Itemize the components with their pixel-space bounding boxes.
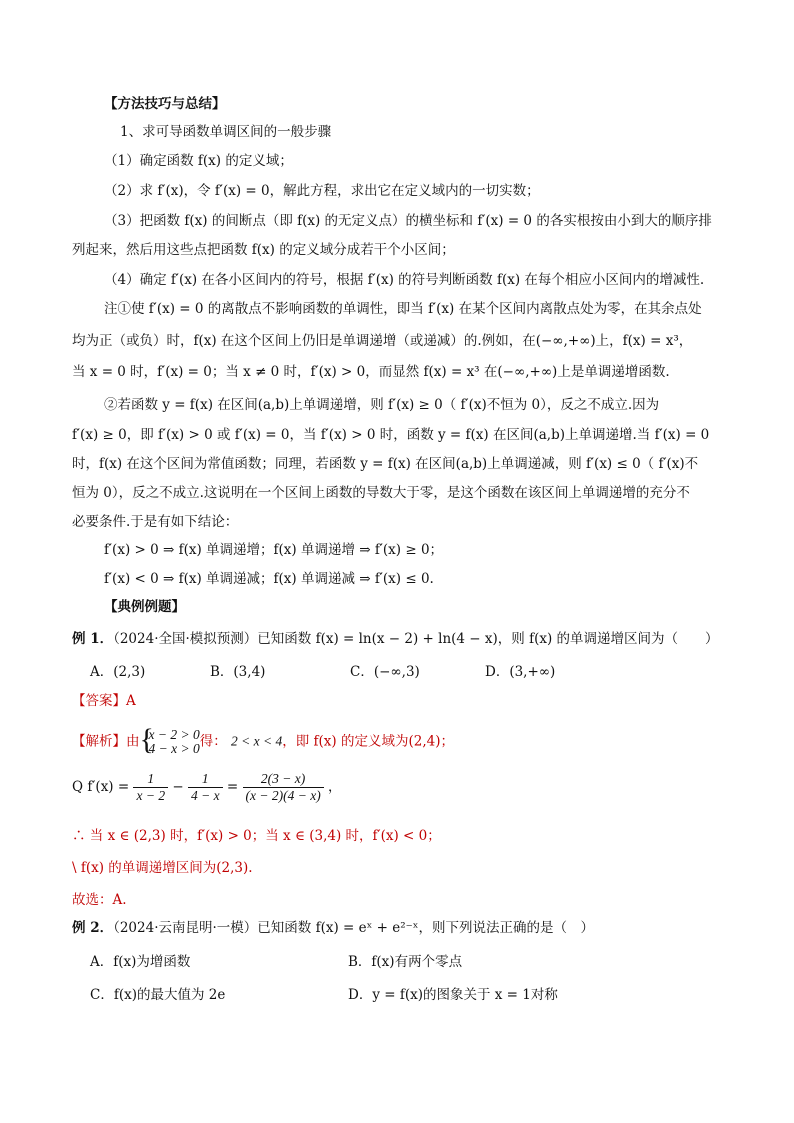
note-1-line-3: 当 x = 0 时，f′(x) = 0；当 x ≠ 0 时，f′(x) > 0，而显然 f(x) = x³ 在(−∞,+∞)上是单调递增函数. [72, 364, 670, 380]
equals-sign: = [226, 779, 239, 795]
analysis-by: 由 [126, 733, 140, 750]
analysis-get: 得： [199, 733, 227, 750]
example-1-stem: （2024·全国·模拟预测）已知函数 f(x) = ln(x − 2) + ln(4 − x)，则 f(x) 的单调递增区间为（ ） [113, 631, 719, 647]
example-2-option-c: C．f(x)的最大值为 2e [90, 987, 226, 1003]
fraction-1-numerator: 1 [133, 771, 168, 788]
example-1-option-d: D．(3,+∞) [485, 664, 556, 680]
fraction-3 [243, 771, 324, 804]
example-1-question [72, 629, 719, 649]
system-row-1: x − 2 > 0 [148, 727, 200, 742]
fraction-1 [133, 771, 168, 804]
answer-tag: 【答案】 [72, 693, 126, 709]
example-2-option-b: B．f(x)有两个零点 [348, 954, 463, 970]
example-1-analysis-line-3: ∴ 当 x ∈ (2,3) 时，f′(x) > 0；当 x ∈ (3,4) 时，f′(x) < 0； [72, 828, 441, 844]
step-4: （4）确定 f′(x) 在各小区间内的符号，根据 f′(x) 的符号判断函数 f(x) 在每个相应小区间内的增减性. [104, 272, 705, 288]
fraction-2-denominator: 4 − x [190, 788, 220, 803]
fraction-3-numerator: 2(3 − x) [243, 771, 324, 788]
system-row-2: 4 − x > 0 [148, 741, 200, 756]
domain-inequality: 2 < x < 4 [231, 733, 283, 749]
example-1-option-c: C．(−∞,3) [350, 664, 420, 680]
example-1-choice: 故选：A. [72, 892, 127, 908]
minus-sign: − [172, 779, 184, 795]
example-1-label: 例 1． [72, 631, 114, 647]
example-1-option-a: A．(2,3) [90, 664, 146, 680]
fraction-1-denominator: x − 2 [136, 788, 166, 803]
fraction-2 [188, 771, 223, 804]
method-title: 1、求可导函数单调区间的一般步骤 [120, 124, 332, 140]
note-2-line-4: 恒为 0），反之不成立.这说明在一个区间上函数的导数大于零，是这个函数在该区间上单调递增的充分不 [72, 485, 690, 501]
step-3-line-1: （3）把函数 f(x) 的间断点（即 f(x) 的无定义点）的横坐标和 f′(x) = 0 的各实根按由小到大的顺序排 [104, 213, 712, 229]
note-2-line-5: 必要条件.于是有如下结论： [72, 514, 239, 530]
conclusion-1: f′(x) > 0 ⇒ f(x) 单调递增；f(x) 单调递增 ⇒ f′(x) ≥ 0； [104, 542, 444, 558]
example-2-option-d: D．y = f(x)的图象关于 x = 1对称 [348, 987, 558, 1003]
step-1: （1）确定函数 f(x) 的定义域； [104, 153, 293, 169]
conclusion-2: f′(x) < 0 ⇒ f(x) 单调递减；f(x) 单调递减 ⇒ f′(x) ≤ 0. [104, 571, 434, 587]
example-1-analysis-line-1 [72, 723, 454, 756]
example-1-answer [72, 691, 136, 711]
domain-result: ，即 f(x) 的定义域为(2,4)； [282, 733, 454, 750]
note-2-line-1: ②若函数 y = f(x) 在区间(a,b)上单调递增，则 f′(x) ≥ 0（ f′(x)不恒为 0），反之不成立.因为 [104, 397, 660, 413]
example-2-label: 例 2． [72, 920, 114, 936]
section-heading: 【方法技巧与总结】 [104, 96, 226, 112]
note-2-line-2: f′(x) ≥ 0，即 f′(x) > 0 或 f′(x) = 0，当 f′(x) > 0 时，函数 y = f(x) 在区间(a,b)上单调递增.当 f′(x) = 0 [72, 427, 710, 443]
answer-value: A [126, 693, 136, 709]
step-3-line-2: 列起来，然后用这些点把函数 f(x) 的定义域分成若干个小区间； [72, 242, 455, 258]
note-1-line-2: 均为正（或负）时，f(x) 在这个区间上仍旧是单调递增（或递减）的.例如，在(−∞,+∞)上，f(x) = x³， [72, 333, 693, 349]
example-2-option-a: A．f(x)为增函数 [90, 954, 191, 970]
derivative-tail: ， [327, 779, 342, 795]
example-1-analysis-line-4: \ f(x) 的单调递增区间为(2,3). [72, 860, 253, 876]
example-2-question [72, 918, 594, 938]
note-2-line-3: 时，f(x) 在这个区间为常值函数；同理，若函数 y = f(x) 在区间(a,b)上单调递减，则 f′(x) ≤ 0（ f′(x)不 [72, 456, 699, 472]
analysis-tag: 【解析】 [72, 733, 126, 750]
examples-heading: 【典例例题】 [104, 599, 185, 615]
example-1-option-b: B．(3,4) [210, 664, 266, 680]
inequality-system: { x − 2 > 0 4 − x > 0 [139, 723, 200, 756]
example-1-derivative [72, 770, 341, 804]
fraction-3-denominator: (x − 2)(4 − x) [245, 788, 321, 803]
fraction-2-numerator: 1 [188, 771, 223, 788]
note-1-line-1: 注①使 f′(x) = 0 的离散点不影响函数的单调性，即当 f′(x) 在某个区间内离散点处为零，在其余点处 [104, 301, 702, 317]
step-2: （2）求 f′(x)，令 f′(x) = 0，解此方程，求出它在定义域内的一切实数； [104, 183, 540, 199]
derivative-lhs: Q f′(x) = [72, 779, 130, 795]
example-2-stem: （2024·云南昆明·一模）已知函数 f(x) = eˣ + e²⁻ˣ，则下列说法正确的是（ ） [113, 920, 594, 936]
